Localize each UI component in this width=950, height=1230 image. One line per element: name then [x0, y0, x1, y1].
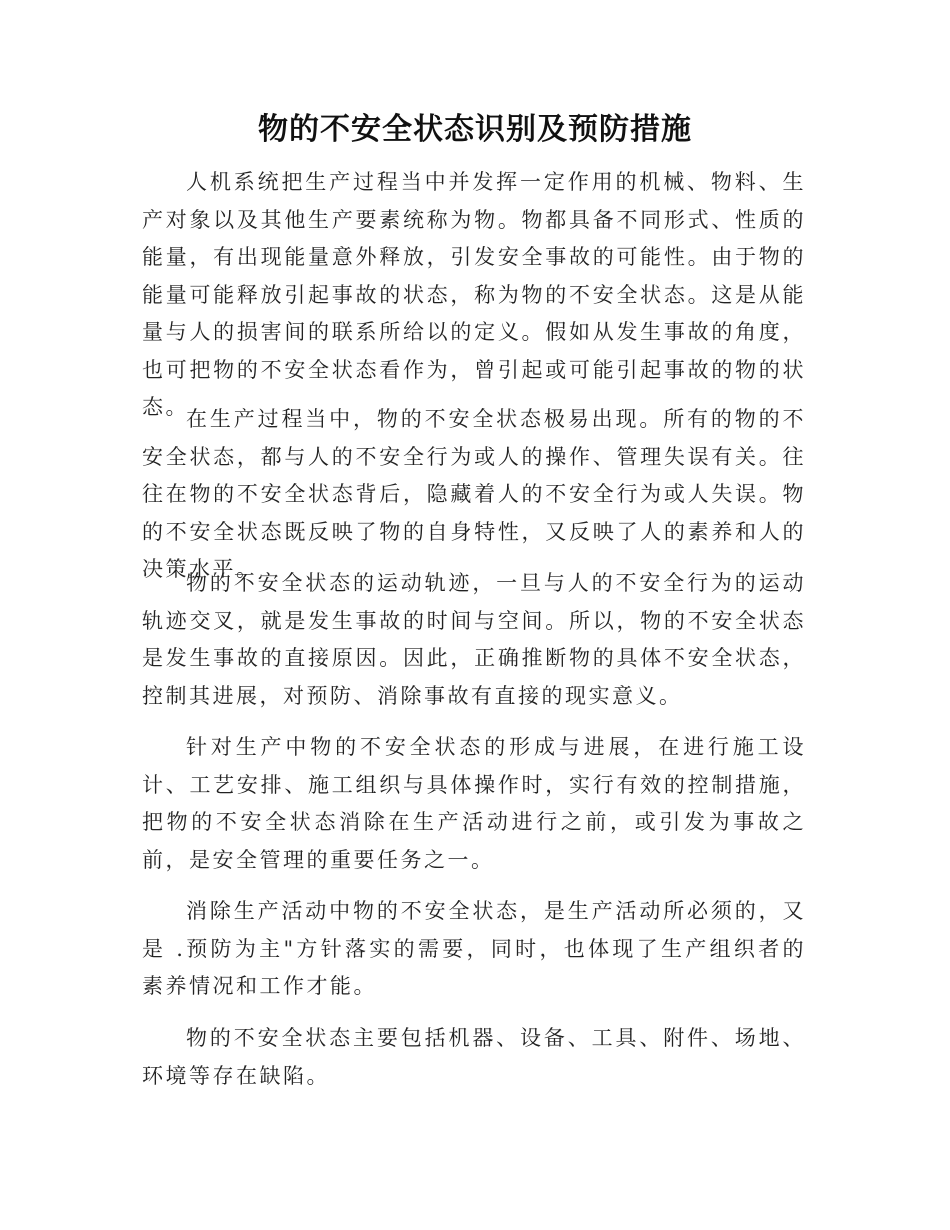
paragraph-3: 物的不安全状态的运动轨迹，一旦与人的不安全行为的运动轨迹交叉，就是发生事故的时间与空间。所以，物的不安全状态是发生事故的直接原因。因此，正确推断物的具体不安全状态，控制其进展，对预防、消除事故有直接的现实意义。: [142, 571, 806, 708]
paragraph-4: 针对生产中物的不安全状态的形成与进展，在进行施工设计、工艺安排、施工组织与具体操作时，实行有效的控制措施，把物的不安全状态消除在生产活动进行之前，或引发为事故之前，是安全管理的重要任务之一。: [142, 735, 806, 872]
paragraph-6: 物的不安全状态主要包括机器、设备、工具、附件、场地、环境等存在缺陷。: [142, 1026, 806, 1088]
paragraph-2: 在生产过程当中，物的不安全状态极易出现。所有的物的不安全状态，都与人的不安全行为或人的操作、管理失误有关。往往在物的不安全状态背后，隐藏着人的不安全行为或人失误。物的不安全状态既反映了物的自身特性，又反映了人的素养和人的决策水平。: [142, 407, 806, 581]
paragraph-1: 人机系统把生产过程当中并发挥一定作用的机械、物料、生产对象以及其他生产要素统称为物。物都具备不同形式、性质的能量，有出现能量意外释放，引发安全事故的可能性。由于物的能量可能释放引起事故的状态，称为物的不安全状态。这是从能量与人的损害间的联系所给以的定义。假如从发生事故的角度，也可把物的不安全状态看作为，曾引起或可能引起事故的物的状态。: [142, 170, 806, 419]
paragraph-5: 消除生产活动中物的不安全状态，是生产活动所必须的，又是 .预防为主"方针落实的需要，同时，也体现了生产组织者的素养情况和工作才能。: [142, 899, 806, 998]
document-title: 物的不安全状态识别及预防措施: [258, 112, 692, 147]
